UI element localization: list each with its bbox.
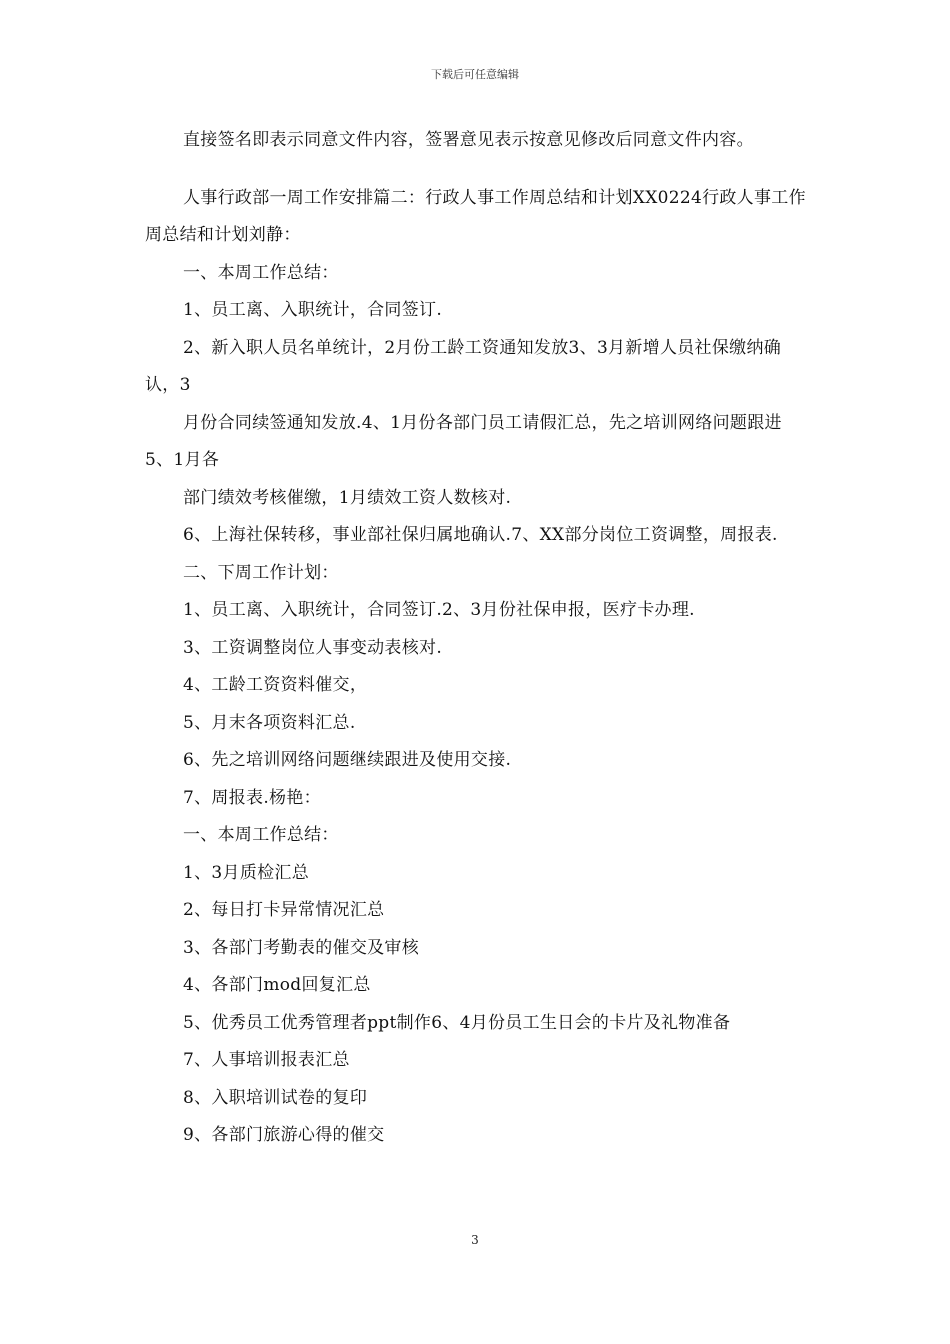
list-item: 5、优秀员工优秀管理者ppt制作6、4月份员工生日会的卡片及礼物准备: [183, 1012, 731, 1033]
list-item: 7、周报表.杨艳：: [183, 787, 321, 808]
list-item: 4、各部门mod回复汇总: [183, 975, 371, 995]
list-item: 3、工资调整岗位人事变动表核对.: [183, 637, 443, 658]
paragraph: 人事行政部一周工作安排篇二：行政人事工作周总结和计划XX0224行政人事工作周总结和计划刘静：: [145, 187, 806, 245]
list-item: 9、各部门旅游心得的催交: [183, 1125, 385, 1145]
list-item: 6、先之培训网络问题继续跟进及使用交接.: [183, 750, 512, 770]
list-item: 1、员工离、入职统计，合同签订.: [183, 300, 443, 320]
list-item: 2、每日打卡异常情况汇总: [183, 900, 385, 920]
list-item: 1、3月质检汇总: [183, 862, 310, 883]
list-item: 3、各部门考勤表的催交及审核: [183, 937, 420, 958]
list-item: 1、员工离、入职统计，合同签订.2、3月份社保申报，医疗卡办理.: [183, 600, 695, 620]
list-item: 4、工龄工资资料催交，: [183, 675, 368, 695]
list-item: 6、上海社保转移，事业部社保归属地确认.7、XX部分岗位工资调整，周报表.: [183, 525, 778, 545]
paragraph: 直接签名即表示同意文件内容，签署意见表示按意见修改后同意文件内容。: [183, 130, 754, 150]
list-item: 2、新入职人员名单统计，2月份工龄工资通知发放3、3月新增人员社保缴纳确认，3: [145, 337, 782, 395]
list-item: 月份合同续签通知发放.4、1月份各部门员工请假汇总，先之培训网络问题跟进5、1月各: [145, 412, 782, 470]
list-item: 7、人事培训报表汇总: [183, 1050, 350, 1070]
list-item: 8、入职培训试卷的复印: [183, 1087, 368, 1108]
list-item: 部门绩效考核催缴，1月绩效工资人数核对.: [183, 487, 512, 508]
section-heading: 二、下周工作计划：: [183, 562, 339, 583]
list-item: 5、月末各项资料汇总.: [183, 712, 356, 733]
page-number: 3: [471, 1233, 479, 1247]
page-header: 下载后可任意编辑: [431, 68, 519, 81]
section-heading: 一、本周工作总结：: [183, 262, 339, 283]
section-heading: 一、本周工作总结：: [183, 825, 339, 845]
document-body: [145, 122, 810, 1155]
